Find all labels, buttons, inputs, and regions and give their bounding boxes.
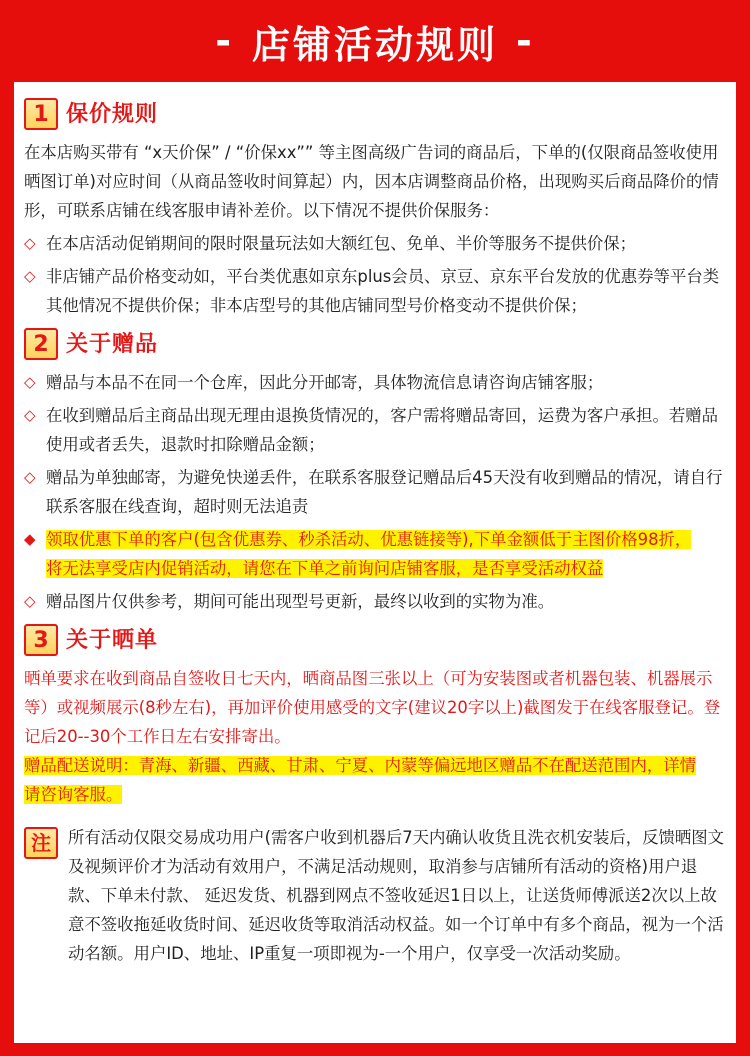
diamond-outline-icon: ◇ xyxy=(24,592,36,610)
shipping-note-line-2: 请咨询客服。 xyxy=(24,785,123,804)
section-1-number: 1 xyxy=(24,98,58,130)
header-dash-left: - xyxy=(215,19,234,63)
diamond-outline-icon: ◇ xyxy=(24,267,36,285)
price-protection-intro: 在本店购买带有 “x天价保” / “价保xx”” 等主图高级广告词的商品后，下单的(仅限商品签收使用晒图订单)对应时间（从商品签收时间算起）内，因本店调整商品价格，出现购买后商品降价的情形，可联系店铺在线客服申请补差价。以下情况不提供价保服务： xyxy=(24,143,719,220)
highlight-line-1: 领取优惠下单的客户(包含优惠券、秒杀活动、优惠链接等),下单金额低于主图价格98折， xyxy=(46,530,692,549)
shipping-note xyxy=(24,751,726,809)
diamond-outline-icon: ◇ xyxy=(24,468,36,486)
list-item xyxy=(24,401,726,459)
highlight-text xyxy=(46,525,726,583)
list-item-text: 赠品图片仅供参考，期间可能出现型号更新，最终以收到的实物为准。 xyxy=(46,592,555,611)
section-2-title: 关于赠品 xyxy=(66,331,159,357)
list-item-text: 非店铺产品价格变动如，平台类优惠如京东plus会员、京豆、京东平台发放的优惠券等平台类其他情况不提供价保；非本店型号的其他店铺同型号价格变动不提供价保； xyxy=(46,267,720,315)
list-item xyxy=(24,368,726,397)
section-3-title: 关于晒单 xyxy=(66,627,159,653)
list-item-text: 在收到赠品后主商品出现无理由退换货情况的，客户需将赠品寄回，运费为客户承担。若赠品使用或者丢失，退款时扣除赠品金额； xyxy=(46,406,719,454)
list-item-text: 在本店活动促销期间的限时限量玩法如大额红包、免单、半价等服务不提供价保； xyxy=(46,234,637,253)
section-2-heading xyxy=(24,324,726,364)
list-item xyxy=(24,463,726,521)
section-3-heading xyxy=(24,620,726,660)
page-title: 店铺活动规则 xyxy=(251,22,498,67)
shipping-note-line-1: 赠品配送说明：青海、新疆、西藏、甘肃、宁夏、内蒙等偏远地区赠品不在配送范围内，详情 xyxy=(24,756,697,775)
section-1-heading xyxy=(24,94,726,134)
list-item xyxy=(24,262,726,320)
page-header xyxy=(0,0,750,82)
notice-block xyxy=(24,823,726,968)
list-item-text: 赠品与本品不在同一个仓库，因此分开邮寄，具体物流信息请咨询店铺客服； xyxy=(46,373,604,392)
highlight-line-2: 将无法享受店内促销活动，请您在下单之前询问店铺客服，是否享受活动权益 xyxy=(46,559,604,578)
diamond-filled-icon: ◆ xyxy=(24,530,36,548)
header-dash-right: - xyxy=(516,19,535,63)
diamond-outline-icon: ◇ xyxy=(24,406,36,424)
notice-text: 所有活动仅限交易成功用户(需客户收到机器后7天内确认收货且洗衣机安装后，反馈晒图文及视频评价才为活动有效用户，不满足活动规则，取消参与店铺所有活动的资格)用户退款、下单未付款、 延迟发货、机器到网点不签收延迟1日以上，让送货师傅派送2次以上故意不签收拖延收货时间、延迟收货等取消活动权益。如一个订单中有多个商品，视为一个活动名额。用户ID、地址、IP重复一项即视为-一个用户，仅享受一次活动奖励。 xyxy=(68,828,725,963)
section-3-number: 3 xyxy=(24,624,58,656)
list-item xyxy=(24,229,726,258)
rules-panel xyxy=(14,82,736,1043)
list-item xyxy=(24,587,726,616)
review-requirements: 晒单要求在收到商品自签收日七天内，晒商品图三张以上（可为安装图或者机器包装、机器展示等）或视频展示(8秒左右)，再加评价使用感受的文字(建议20字以上)截图发于在线客服登记。登记后20--30个工作日左右安排寄出。 xyxy=(24,669,721,746)
section-2-number: 2 xyxy=(24,328,58,360)
diamond-outline-icon: ◇ xyxy=(24,234,36,252)
section-1-title: 保价规则 xyxy=(66,101,159,127)
diamond-outline-icon: ◇ xyxy=(24,373,36,391)
list-item-text: 赠品为单独邮寄，为避免快递丢件，在联系客服登记赠品后45天没有收到赠品的情况，请自行联系客服在线查询，超时则无法追责 xyxy=(46,468,723,516)
highlighted-list-item xyxy=(24,525,726,583)
notice-label: 注 xyxy=(24,827,58,859)
